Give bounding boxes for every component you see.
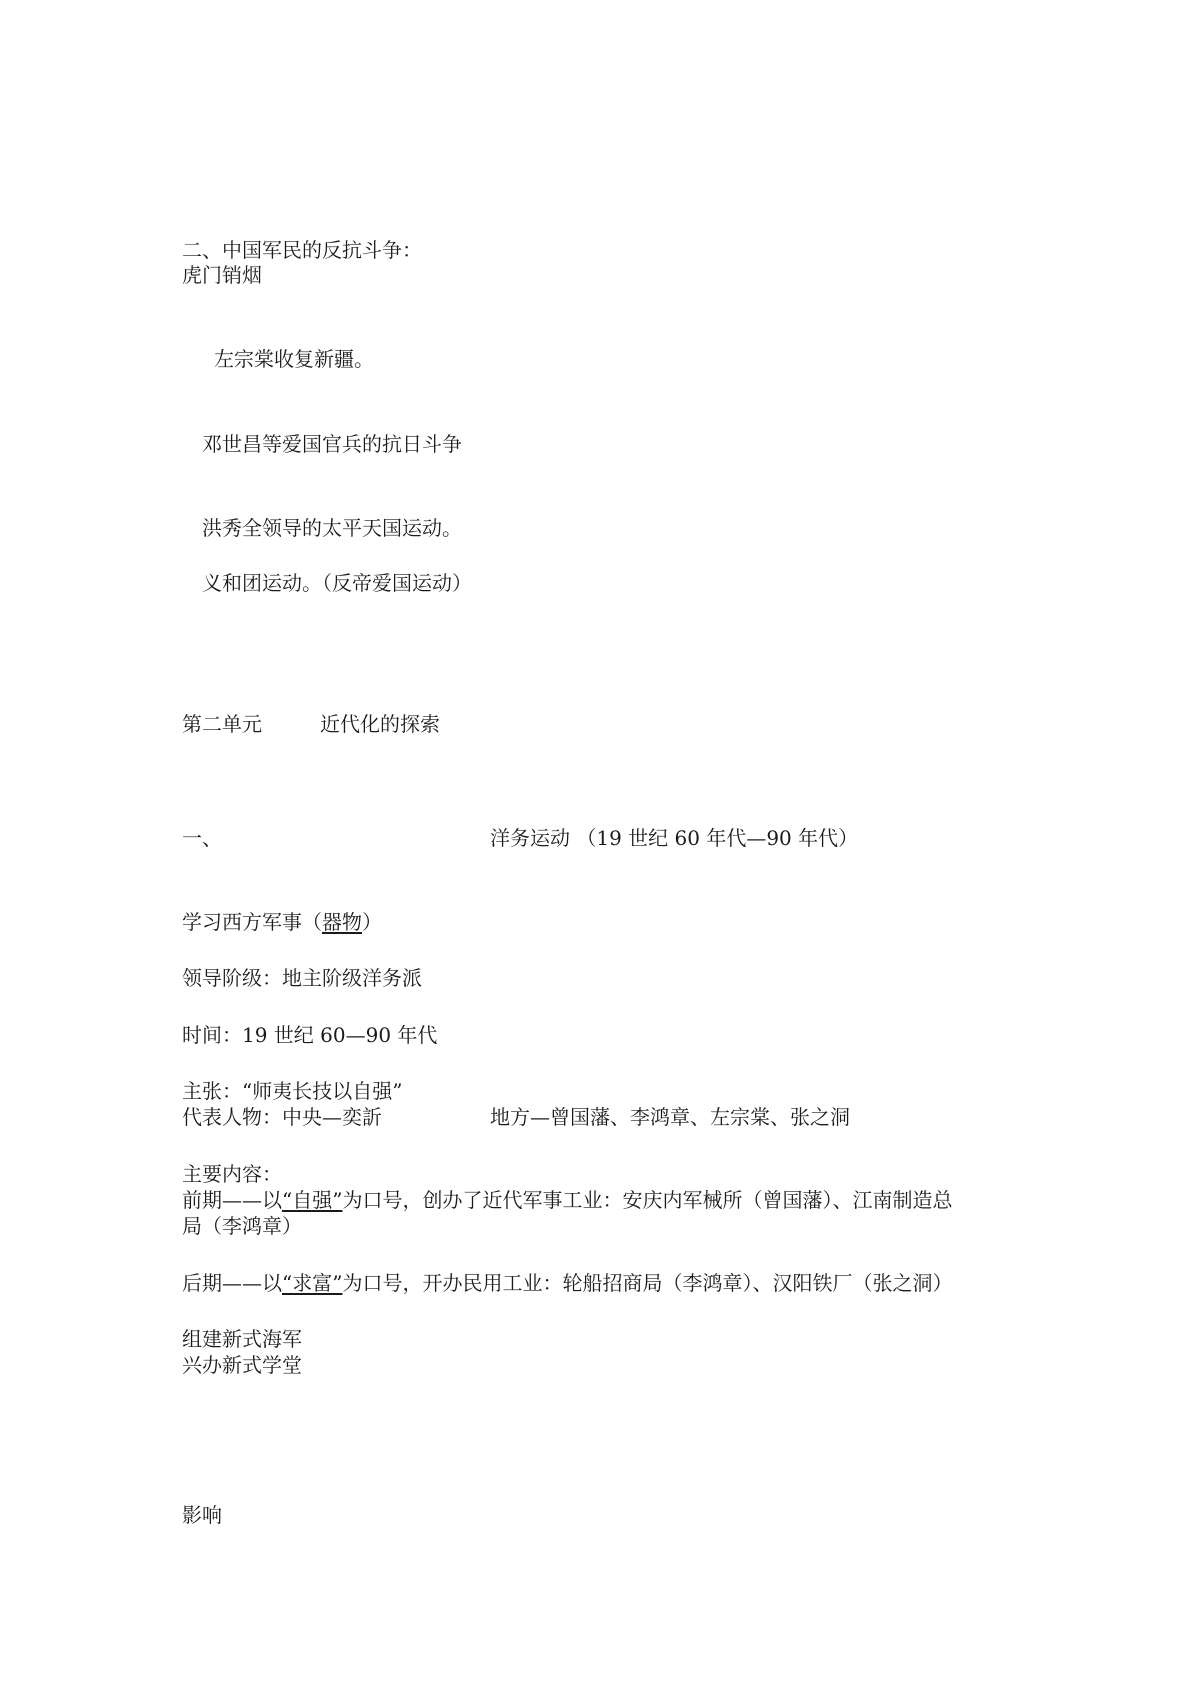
part-number: 一、 (182, 826, 222, 850)
learn-underlined: 器物 (322, 910, 362, 934)
late-prefix: 后期——以 (182, 1271, 282, 1295)
late-underlined: “求富” (282, 1271, 343, 1295)
leader-class: 领导阶级：地主阶级洋务派 (182, 966, 422, 990)
late-suffix: 为口号，开办民用工业：轮船招商局（李鸿章）、汉阳铁厂（张之洞） (342, 1271, 953, 1295)
late-line (182, 1270, 952, 1296)
learn-suffix: ） (362, 910, 382, 934)
reps-central: 代表人物：中央—奕訢 (182, 1105, 382, 1129)
schools-line: 兴办新式学堂 (182, 1353, 302, 1377)
part-title: 洋务运动 （19 世纪 60 年代—90 年代） (490, 826, 859, 850)
early-line (182, 1187, 952, 1213)
unit-title: 近代化的探索 (320, 712, 440, 736)
early-underlined: “自强” (282, 1188, 343, 1212)
section-heading: 二、中国军民的反抗斗争： (182, 238, 422, 262)
list-item: 义和团运动。（反帝爱国运动） (202, 571, 472, 595)
main-content-label: 主要内容： (182, 1162, 282, 1186)
list-item: 左宗棠收复新疆。 (214, 347, 374, 371)
reps-local: 地方—曾国藩、李鸿章、左宗棠、张之洞 (490, 1105, 850, 1129)
list-item: 邓世昌等爱国官兵的抗日斗争 (202, 432, 462, 456)
list-item: 洪秀全领导的太平天国运动。 (202, 516, 462, 540)
influence-heading: 影响 (182, 1503, 222, 1527)
list-item: 虎门销烟 (182, 263, 262, 287)
early-prefix: 前期——以 (182, 1188, 282, 1212)
navy-line: 组建新式海军 (182, 1327, 302, 1351)
learn-line (182, 909, 382, 935)
early-suffix: 为口号，创办了近代军事工业：安庆内军械所（曾国藩）、江南制造总 (342, 1188, 953, 1212)
early-line-2: 局（李鸿章） (182, 1214, 302, 1238)
learn-prefix: 学习西方军事（ (182, 910, 322, 934)
slogan-line: 主张：“师夷长技以自强” (182, 1079, 403, 1103)
unit-label: 第二单元 (182, 712, 262, 736)
time-line: 时间：19 世纪 60—90 年代 (182, 1023, 438, 1047)
